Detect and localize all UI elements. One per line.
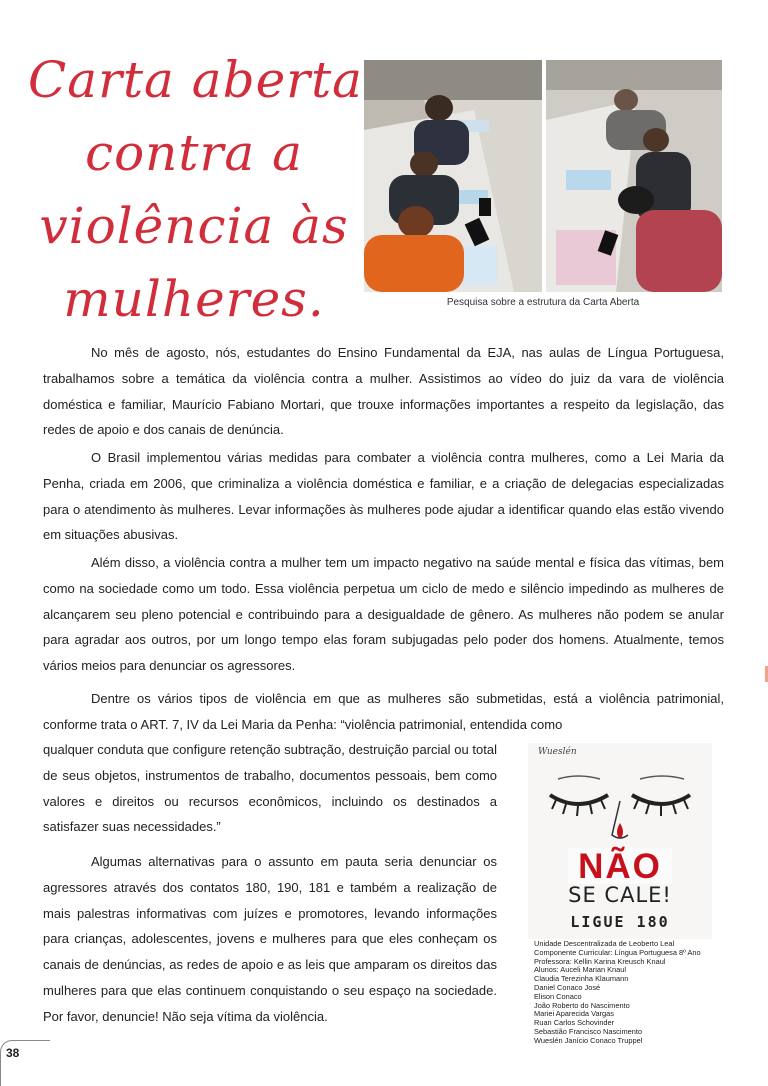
credit-line: Claudia Terezinha Klaumann <box>534 974 629 984</box>
paragraph: qualquer conduta que configure retenção subtração, destruição parcial ou total de seus objetos, instrumentos de trabalho, documentos pessoais, bem como valores e direitos ou recursos econômicos, incluindo os destinados a satisfazer suas necessidades.” <box>43 742 497 835</box>
title-line: contra a <box>85 124 303 182</box>
poster-signature: Wueslén <box>538 747 577 757</box>
title-line: Carta aberta <box>28 51 363 109</box>
classroom-photo-right <box>546 60 722 292</box>
poster-credits <box>534 940 724 1046</box>
paragraph: Algumas alternativas para o assunto em pauta seria denunciar os agressores através dos contatos 180, 190, 181 e também a realização de mais palestras informativas com juízes e promotores, levando informações para crianças, adolescentes, jovens e mulheres para que eles conheçam os canais de denúncias, as redes de apoio e as leis que amparam os direitos das mulheres para que elas continuem conquistando o seu espaço na sociedade. Por favor, denuncie! Não seja vítima da violência. <box>43 854 497 1024</box>
classroom-photo-left <box>364 60 542 292</box>
credit-line: Componente Curricular: Língua Portuguesa 8º Ano <box>534 947 701 957</box>
poster-call-to-action: LIGUE 180 <box>570 913 670 931</box>
credit-line: Unidade Descentralizada de Leoberto Leal <box>534 939 675 948</box>
campaign-poster <box>528 743 712 939</box>
photo-caption: Pesquisa sobre a estrutura da Carta Aberta <box>446 297 640 308</box>
credit-line: Daniel Conaco José <box>534 982 601 992</box>
title-line: violência às <box>39 197 349 255</box>
credit-line: Mariei Aparecida Vargas <box>534 1009 614 1019</box>
paragraph: No mês de agosto, nós, estudantes do Ensino Fundamental da EJA, nas aulas de Língua Portuguesa, trabalhamos sobre a temática da violência contra a mulher. Assistimos ao vídeo do juiz da vara de violência doméstica e familiar, Maurício Fabiano Mortari, que trouxe informações importantes a respeito da legislação, das redes de apoio e dos canais de denúncia. <box>43 345 724 438</box>
credit-line: Professora: Kellin Karina Kreusch Knaul <box>534 956 666 966</box>
page-number: 38 <box>6 1046 20 1060</box>
poster-subline: SE CALE! <box>568 883 672 907</box>
credit-line: Ruan Carlos Schovinder <box>534 1018 615 1028</box>
credit-line: Sebastião Francisco Nascimento <box>534 1026 643 1036</box>
poster-headline: NÃO <box>578 847 662 886</box>
page-title <box>28 44 363 336</box>
title-line: mulheres. <box>63 270 325 328</box>
paragraph: Além disso, a violência contra a mulher tem um impacto negativo na saúde mental e física das vítimas, bem como na sociedade como um todo. Essa violência perpetua um ciclo de medo e silêncio impedindo as mulheres de alcançarem seu pleno potencial e contribuindo para a desigualdade de gênero. As mulheres não podem se anular para agradar aos outros, por um longo tempo elas foram subjugadas pelo poder dos homens. Atualmente, temos vários meios para denunciar os agressores. <box>43 555 724 674</box>
credit-line: Alunos: Auceli Marian Knaul <box>534 965 627 975</box>
credit-line: Wueslén Janício Conaco Truppel <box>534 1035 643 1045</box>
paragraph: O Brasil implementou várias medidas para combater a violência contra mulheres, como a Lei Maria da Penha, criada em 2006, que criminaliza a violência doméstica e familiar, e a criação de delegacias especializadas para o atendimento às mulheres. Levar informações às mulheres pode ajudar a identificar quando elas estão vivendo em situações abusivas. <box>43 450 724 543</box>
credit-line: João Roberto do Nascimento <box>534 1000 630 1010</box>
credit-line: Elison Conaco <box>534 991 582 1001</box>
paragraph: Dentre os vários tipos de violência em que as mulheres são submetidas, está a violência patrimonial, conforme trata o ART. 7, IV da Lei Maria da Penha: “violência patrimonial, entendida como <box>43 691 724 732</box>
